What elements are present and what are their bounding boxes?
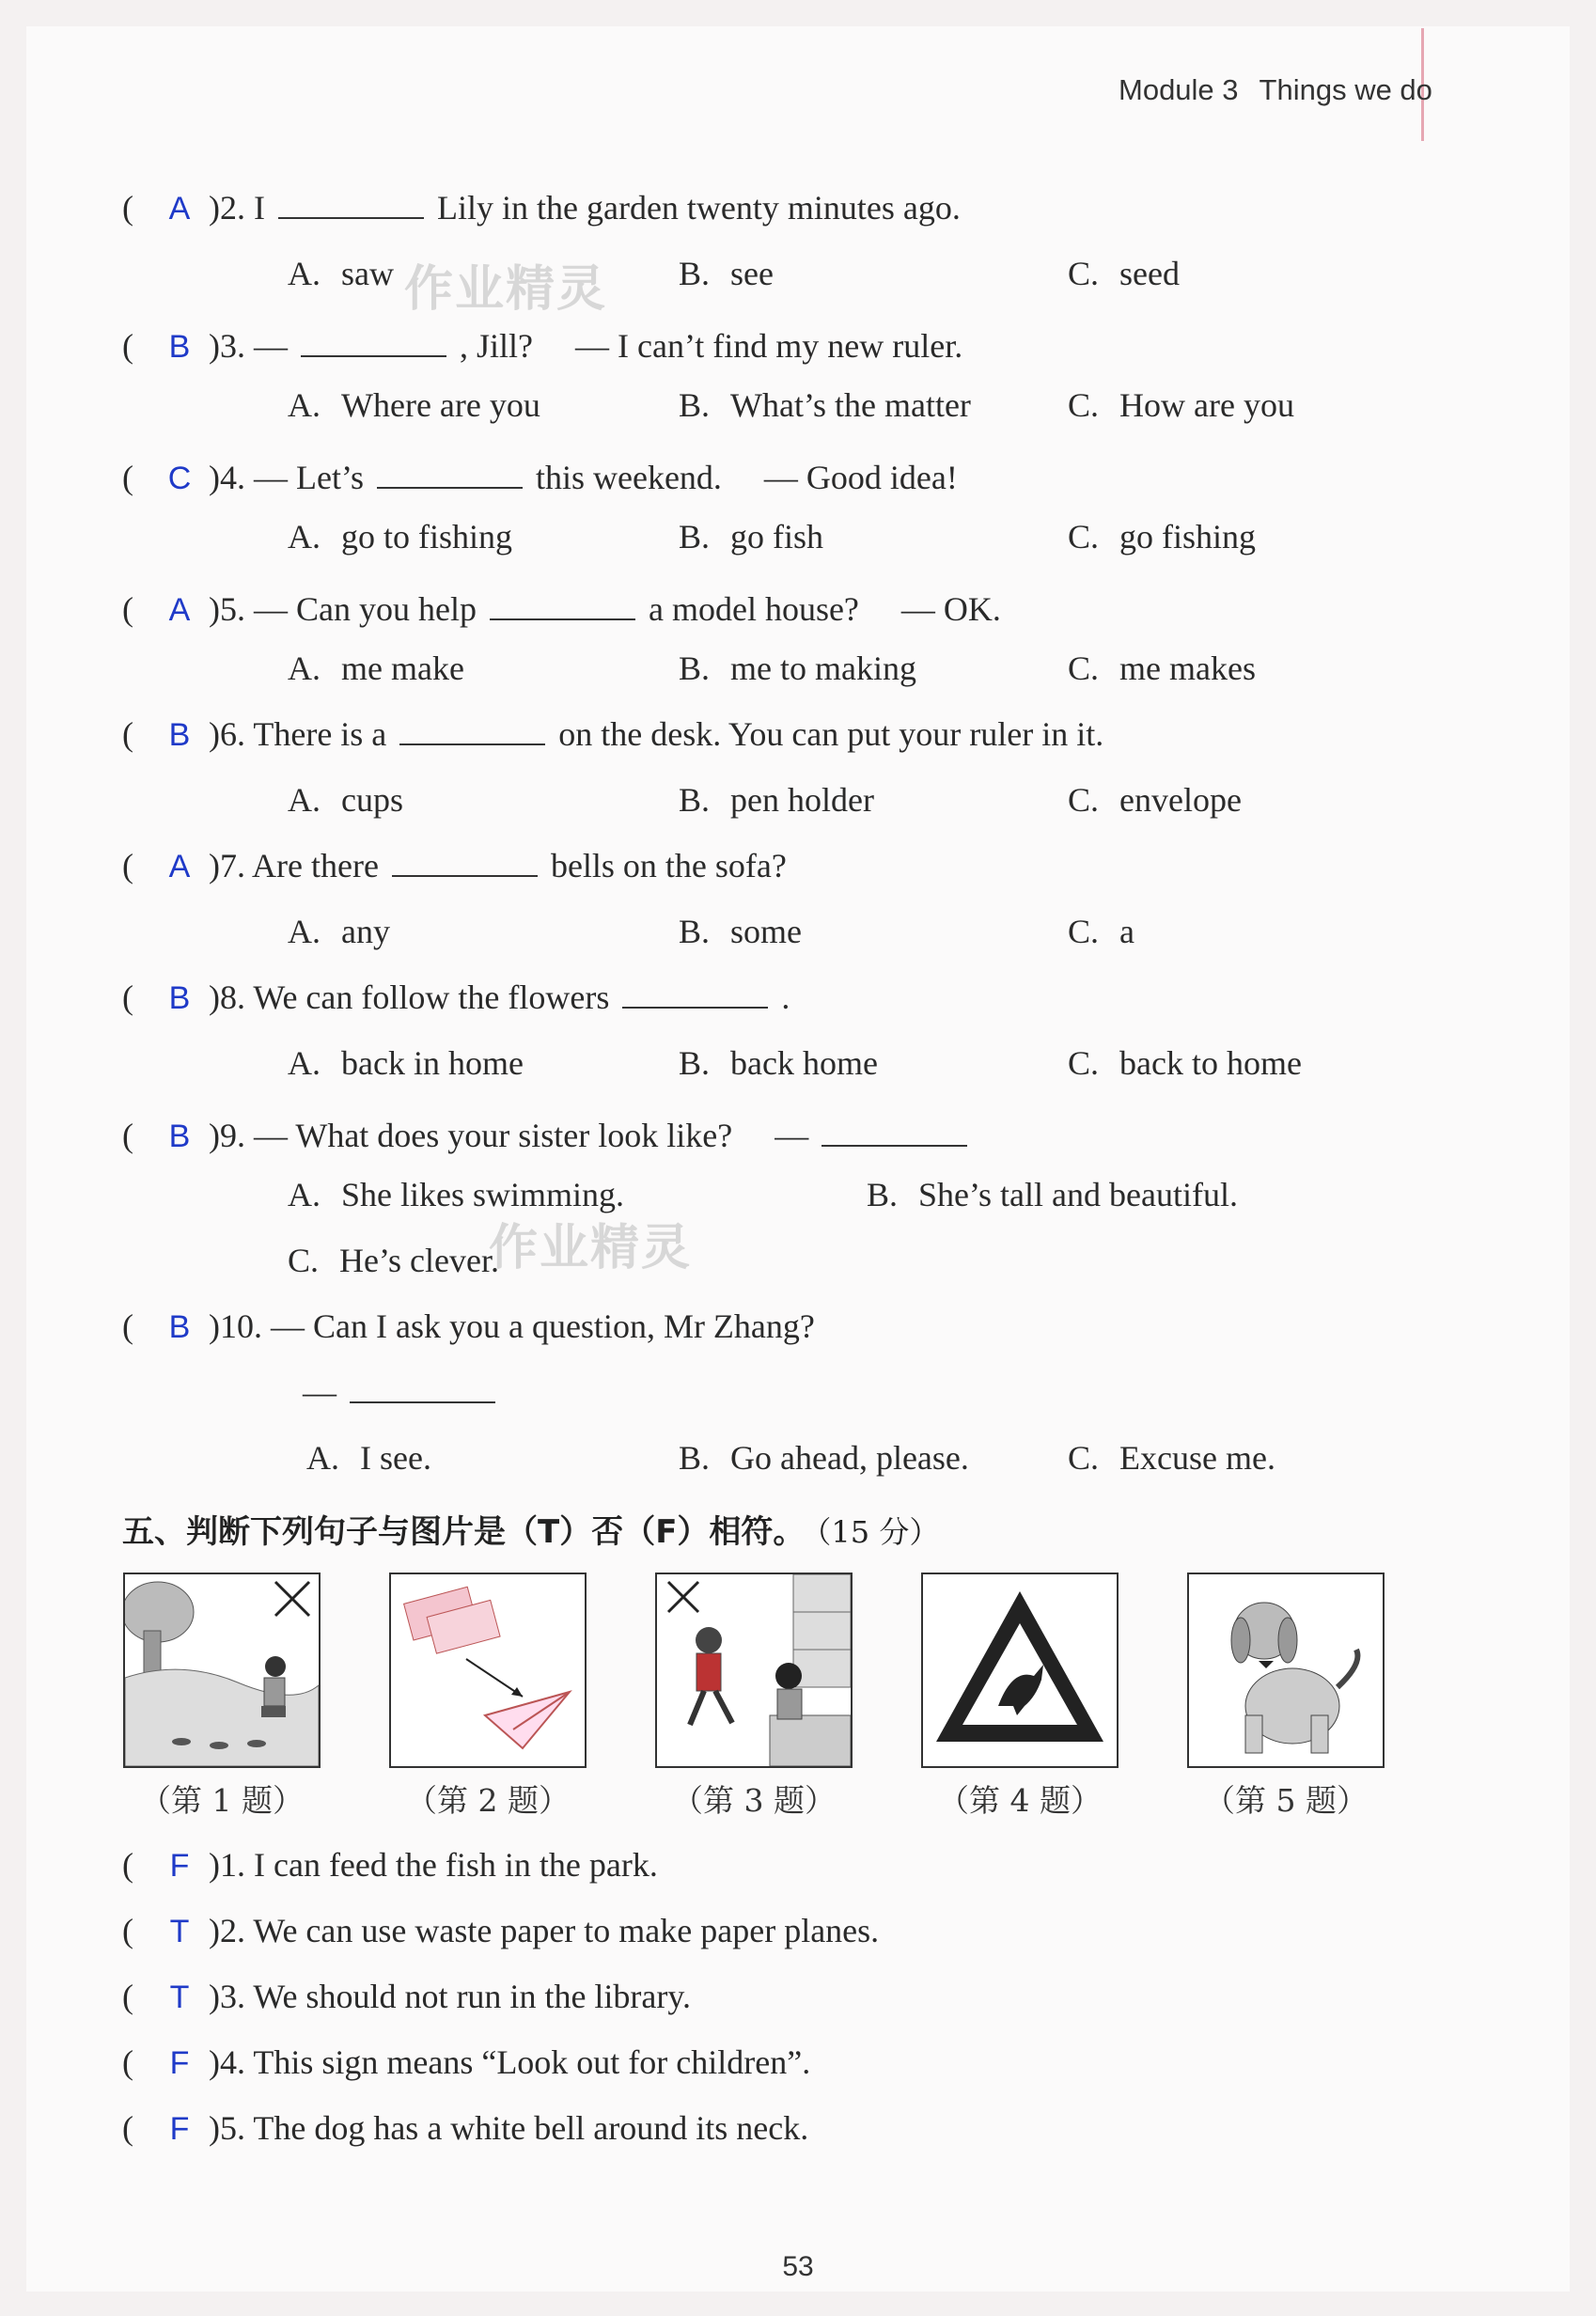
picture-3-library (655, 1573, 853, 1768)
tf-sentence: The dog has a white bell around its neck. (253, 2109, 809, 2147)
question-number: )9. (209, 1117, 245, 1154)
question-number: )2. (209, 1912, 245, 1949)
option-a (288, 385, 540, 425)
option-letter: C. (1068, 649, 1100, 687)
question-number: )6. (209, 715, 245, 753)
option-letter: A. (288, 1044, 321, 1082)
option-letter: A. (306, 1439, 339, 1477)
option-c (1068, 912, 1134, 951)
answer-mark: A (168, 592, 191, 628)
question-row (122, 846, 787, 885)
option-text: some (730, 913, 803, 950)
option-text: go fishing (1119, 518, 1257, 556)
picture-1-park-fish (123, 1573, 321, 1768)
option-text: back in home (341, 1044, 524, 1082)
answer-blank (622, 978, 768, 1009)
option-letter: B. (679, 781, 711, 819)
option-c (288, 1241, 499, 1280)
question-stem-end: this weekend. — Good idea! (535, 459, 958, 496)
option-text: back to home (1119, 1044, 1302, 1082)
open-paren: ( (122, 459, 133, 496)
option-letter: B. (679, 255, 711, 292)
question-number: )3. (209, 1978, 245, 2015)
option-letter: B. (679, 386, 711, 424)
option-text: How are you (1119, 386, 1294, 424)
option-text: cups (341, 781, 403, 819)
section-5-heading: 五、判断下列句子与图片是（T）否（F）相符。 (122, 1513, 806, 1551)
option-a (288, 780, 403, 820)
open-paren: ( (122, 327, 133, 365)
option-letter: A. (288, 913, 321, 950)
option-letter: C. (1068, 386, 1100, 424)
question-number: )4. (209, 459, 245, 496)
caption-3: （第 3 题） (672, 1782, 836, 1819)
tf-sentence: We should not run in the library. (253, 1978, 692, 2015)
option-b (679, 649, 916, 688)
option-b (679, 385, 971, 425)
open-paren: ( (122, 1912, 133, 1949)
question-number: )3. (209, 327, 245, 365)
option-text: envelope (1119, 781, 1242, 819)
option-c (1068, 254, 1180, 293)
picture-4-warning-sign (921, 1573, 1119, 1768)
option-letter: A. (288, 386, 321, 424)
option-letter: C. (1068, 913, 1100, 950)
option-text: She likes swimming. (341, 1176, 625, 1213)
option-letter: C. (288, 1242, 320, 1279)
page-header (1119, 73, 1432, 107)
watermark: 作业精灵 (489, 1220, 693, 1276)
picture-5-dog (1187, 1573, 1385, 1768)
answer-mark: F (169, 2045, 190, 2081)
option-letter: B. (679, 913, 711, 950)
question-number: )8. (209, 978, 245, 1016)
open-paren: ( (122, 978, 133, 1016)
option-b (679, 780, 874, 820)
question-stem-start: — What does your sister look like? — (254, 1117, 809, 1154)
watermark: 作业精灵 (404, 261, 608, 318)
answer-mark: T (169, 1980, 190, 2015)
answer-blank (490, 590, 635, 620)
answer-mark: C (167, 461, 192, 496)
option-text: I see. (360, 1439, 431, 1477)
answer-blank (350, 1373, 495, 1403)
option-text: Where are you (341, 386, 540, 424)
question-row (122, 320, 962, 368)
open-paren: ( (122, 590, 133, 628)
option-letter: A. (288, 518, 321, 556)
question-row (122, 978, 790, 1017)
answer-mark: B (168, 1119, 191, 1154)
dash: — (303, 1373, 336, 1411)
option-c (1068, 780, 1242, 820)
question-stem-end: bells on the sofa? (550, 847, 787, 884)
option-a (288, 649, 464, 688)
open-paren: ( (122, 189, 133, 227)
question-number: )7. (209, 847, 245, 884)
option-text: see (730, 255, 774, 292)
answer-mark: B (168, 329, 191, 365)
section-5-points: （15 分） (816, 1514, 940, 1550)
option-letter: A. (288, 255, 321, 292)
open-paren: ( (122, 715, 133, 753)
tf-item-row (122, 2042, 810, 2082)
option-a (288, 1043, 524, 1083)
option-letter: A. (288, 781, 321, 819)
option-letter: B. (679, 518, 711, 556)
open-paren: ( (122, 1117, 133, 1154)
caption-4: （第 4 题） (938, 1782, 1102, 1819)
question-stem-start: — Can I ask you a question, Mr Zhang? (271, 1307, 815, 1345)
question-stem-start: Are there (252, 847, 379, 884)
option-letter: C. (1068, 518, 1100, 556)
option-text: back home (730, 1044, 878, 1082)
answer-mark: F (169, 1848, 190, 1884)
question-row (122, 188, 961, 227)
answer-blank (377, 459, 523, 489)
answer-mark: T (169, 1914, 190, 1949)
question-stem-start: — (254, 327, 288, 365)
question-line2 (303, 1372, 509, 1412)
open-paren: ( (122, 1846, 133, 1884)
answer-blank (301, 327, 446, 357)
answer-mark: A (168, 849, 191, 884)
option-a (288, 254, 394, 293)
tf-sentence: This sign means “Look out for children”. (253, 2043, 811, 2081)
option-text: Excuse me. (1119, 1439, 1275, 1477)
question-stem-end: on the desk. You can put your ruler in it. (558, 715, 1104, 753)
option-text: She’s tall and beautiful. (918, 1176, 1238, 1213)
section-5-title (122, 1506, 939, 1552)
open-paren: ( (122, 1307, 133, 1345)
tf-item-row (122, 1911, 879, 1950)
option-b (679, 1438, 969, 1478)
question-number: )10. (209, 1307, 262, 1345)
open-paren: ( (122, 2043, 133, 2081)
module-title: Things we do (1259, 73, 1432, 106)
option-text: me make (341, 649, 464, 687)
question-row (122, 583, 1001, 631)
option-text: seed (1119, 255, 1180, 292)
tf-sentence: We can use waste paper to make paper planes. (253, 1912, 880, 1949)
option-text: Go ahead, please. (730, 1439, 969, 1477)
question-stem-start: I (254, 189, 265, 227)
tf-item-row (122, 2108, 808, 2148)
option-text: go fish (730, 518, 824, 556)
question-row (122, 1109, 980, 1157)
option-c (1068, 1043, 1302, 1083)
option-c (1068, 385, 1294, 425)
question-row (122, 451, 958, 499)
option-letter: C. (1068, 781, 1100, 819)
option-a (288, 912, 390, 951)
option-b (679, 517, 823, 556)
option-letter: B. (679, 649, 711, 687)
option-letter: C. (1068, 1044, 1100, 1082)
option-text: saw (341, 255, 394, 292)
tf-item-row (122, 1977, 691, 2016)
option-a (288, 517, 512, 556)
answer-mark: A (168, 191, 191, 227)
question-stem-start: There is a (253, 715, 387, 753)
option-text: me makes (1119, 649, 1256, 687)
option-text: He’s clever. (339, 1242, 499, 1279)
option-b (679, 912, 802, 951)
answer-blank (392, 847, 538, 877)
option-c (1068, 649, 1256, 688)
option-a (306, 1438, 431, 1478)
option-letter: B. (679, 1439, 711, 1477)
question-number: )4. (209, 2043, 245, 2081)
answer-mark: F (169, 2111, 190, 2147)
option-text: go to fishing (341, 518, 513, 556)
option-text: me to making (730, 649, 916, 687)
tf-sentence: I can feed the fish in the park. (254, 1846, 658, 1884)
option-b (679, 254, 774, 293)
option-letter: A. (288, 649, 321, 687)
answer-blank (399, 715, 545, 745)
question-number: )5. (209, 2109, 245, 2147)
answer-blank (278, 189, 424, 219)
question-stem-start: We can follow the flowers (253, 978, 610, 1016)
question-stem-end: a model house? — OK. (648, 590, 1001, 628)
open-paren: ( (122, 1978, 133, 2015)
option-text: a (1119, 913, 1134, 950)
question-stem-end: Lily in the garden twenty minutes ago. (437, 189, 961, 227)
picture-2-paper-plane (389, 1573, 587, 1768)
caption-1: （第 1 题） (140, 1782, 304, 1819)
option-text: any (341, 913, 390, 950)
option-text: pen holder (730, 781, 874, 819)
question-stem-start: — Let’s (254, 459, 364, 496)
question-number: )5. (209, 590, 245, 628)
option-b (867, 1175, 1238, 1214)
option-c (1068, 1438, 1275, 1478)
question-row (122, 714, 1103, 754)
answer-mark: B (168, 1309, 191, 1345)
option-letter: C. (1068, 1439, 1100, 1477)
option-c (1068, 517, 1256, 556)
answer-mark: B (168, 717, 191, 753)
open-paren: ( (122, 2109, 133, 2147)
option-letter: B. (867, 1176, 899, 1213)
question-stem-start: — Can you help (254, 590, 477, 628)
answer-blank (821, 1117, 967, 1147)
question-row (122, 1307, 815, 1346)
option-letter: C. (1068, 255, 1100, 292)
question-stem-end: , Jill? — I can’t find my new ruler. (460, 327, 963, 365)
question-number: )1. (209, 1846, 245, 1884)
option-text: What’s the matter (730, 386, 971, 424)
question-number: )2. (209, 189, 245, 227)
caption-2: （第 2 题） (406, 1782, 570, 1819)
question-stem-end: . (781, 978, 790, 1016)
page-number: 53 (782, 2251, 814, 2282)
option-b (679, 1043, 878, 1083)
caption-5: （第 5 题） (1204, 1782, 1368, 1819)
option-letter: A. (288, 1176, 321, 1213)
open-paren: ( (122, 847, 133, 884)
option-letter: B. (679, 1044, 711, 1082)
module-label: Module 3 (1119, 73, 1239, 106)
tf-item-row (122, 1845, 658, 1885)
answer-mark: B (168, 980, 191, 1016)
